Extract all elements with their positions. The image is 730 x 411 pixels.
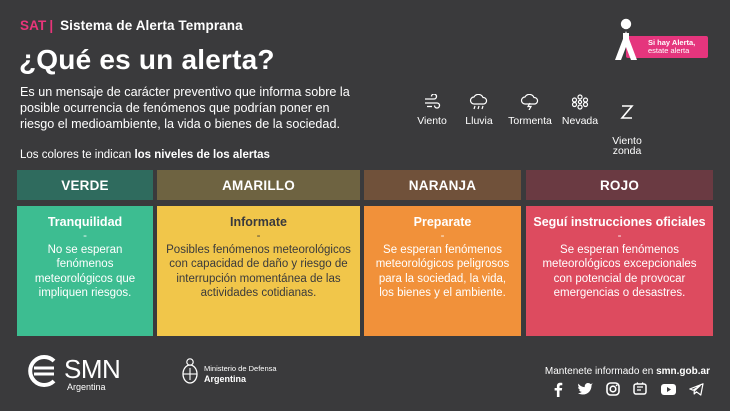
colors-note bbox=[20, 149, 270, 161]
page-title: ¿Qué es un alerta? bbox=[19, 44, 275, 75]
level-title: Seguí instrucciones oficiales bbox=[533, 215, 706, 229]
phenomenon-zonda bbox=[602, 94, 652, 156]
phenomenon-label: Tormenta bbox=[508, 115, 552, 127]
snow-icon bbox=[571, 94, 589, 110]
chat-icon[interactable] bbox=[632, 381, 648, 397]
level-title: Tranquilidad bbox=[47, 215, 123, 229]
phenomena-list bbox=[410, 94, 650, 157]
colors-note-bold: los niveles de los alertas bbox=[134, 149, 270, 161]
mindef-logo bbox=[180, 357, 277, 392]
level-body bbox=[17, 206, 153, 336]
level-verde bbox=[17, 170, 153, 336]
level-head bbox=[157, 170, 360, 200]
mindef-line1: Ministerio de Defensa bbox=[204, 364, 277, 373]
level-text: Se esperan fenómenos meteorológicos peligrosos para la sociedad, la vida, los bienes y el ambiente. bbox=[375, 243, 510, 299]
social-site-link[interactable]: smn.gob.ar bbox=[656, 366, 710, 377]
level-name: AMARILLO bbox=[222, 177, 295, 193]
facebook-icon[interactable] bbox=[550, 381, 566, 397]
phenomenon-label: Nevada bbox=[561, 115, 599, 127]
header-separator: | bbox=[49, 18, 54, 33]
social-prefix: Mantenete informado en bbox=[544, 366, 657, 377]
level-dash: - bbox=[256, 229, 261, 242]
sat-label: SAT bbox=[20, 18, 47, 33]
colors-note-prefix: Los colores te indican bbox=[20, 149, 135, 161]
smn-text: SMN bbox=[64, 354, 121, 384]
youtube-icon[interactable] bbox=[660, 381, 676, 397]
level-head bbox=[364, 170, 521, 200]
system-name: Sistema de Alerta Temprana bbox=[60, 18, 243, 33]
smn-mark-icon bbox=[24, 354, 64, 388]
level-text: No se esperan fenómenos meteorológicos que impliquen riesgos. bbox=[34, 243, 136, 299]
phenomenon-label: Lluvia bbox=[465, 115, 493, 127]
level-amarillo bbox=[157, 170, 360, 336]
level-name: NARANJA bbox=[408, 177, 477, 193]
level-rojo bbox=[526, 170, 713, 336]
social-icons bbox=[550, 381, 710, 399]
level-title: Preparate bbox=[413, 215, 472, 229]
wind-icon bbox=[423, 94, 441, 110]
instagram-icon[interactable] bbox=[605, 381, 621, 397]
level-head bbox=[17, 170, 153, 200]
system-header bbox=[20, 18, 243, 33]
level-head bbox=[526, 170, 713, 200]
badge-line2: estate alerta bbox=[648, 46, 690, 55]
badge-line1: Si hay Alerta, bbox=[648, 37, 696, 47]
twitter-icon[interactable] bbox=[577, 381, 593, 397]
phenomenon-label: Viento zonda bbox=[612, 135, 642, 157]
level-name: ROJO bbox=[599, 177, 640, 193]
level-body bbox=[157, 206, 360, 336]
smn-sub: Argentina bbox=[67, 382, 106, 392]
level-dash: - bbox=[440, 229, 445, 242]
social-text bbox=[545, 366, 710, 377]
coat-of-arms-icon bbox=[180, 357, 200, 387]
phenomenon-storm bbox=[505, 94, 555, 126]
zonda-icon bbox=[618, 104, 636, 120]
level-body bbox=[364, 206, 521, 336]
storm-icon bbox=[520, 94, 540, 110]
phenomenon-wind bbox=[407, 94, 457, 126]
alert-person-icon bbox=[612, 18, 642, 62]
intro-text: Es un mensaje de carácter preventivo que informa sobre la posible ocurrencia de fenómenos que podrían poner en riesgo el medioambiente, la vida o bienes de la sociedad. bbox=[20, 85, 350, 131]
alert-levels bbox=[17, 170, 713, 336]
alert-badge bbox=[612, 18, 708, 62]
level-body bbox=[526, 206, 713, 336]
level-text: Posibles fenómenos meteorológicos con capacidad de daño y riesgo de interrupción momentánea de las actividades cotidianas. bbox=[166, 243, 351, 299]
level-text: Se esperan fenómenos meteorológicos excepcionales con potencial de provocar emergencias o desastres. bbox=[542, 243, 697, 299]
level-name: VERDE bbox=[61, 177, 109, 193]
level-dash: - bbox=[83, 229, 87, 242]
phenomenon-rain bbox=[454, 94, 504, 126]
level-naranja bbox=[364, 170, 521, 336]
telegram-icon[interactable] bbox=[688, 381, 704, 397]
phenomenon-label: Viento bbox=[417, 115, 447, 127]
phenomenon-snow bbox=[555, 94, 605, 126]
level-dash: - bbox=[617, 229, 622, 242]
rain-icon bbox=[469, 94, 489, 110]
level-title: Informate bbox=[230, 215, 287, 229]
mindef-line2: Argentina bbox=[204, 374, 247, 384]
